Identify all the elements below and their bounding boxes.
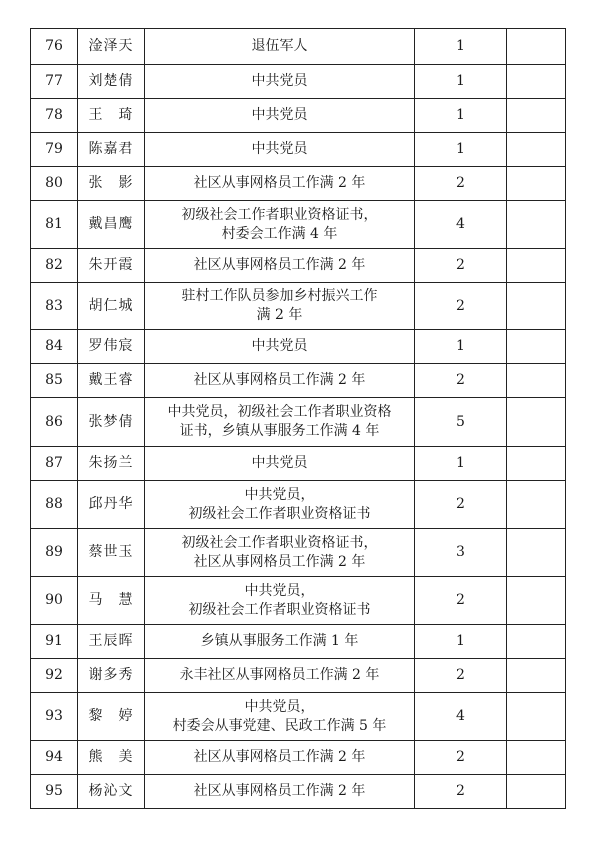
row-number: 83 (31, 283, 78, 330)
row-score: 2 (415, 741, 507, 775)
row-number: 82 (31, 249, 78, 283)
row-name: 马 慧 (78, 577, 145, 625)
row-name: 胡仁城 (78, 283, 145, 330)
row-number: 84 (31, 330, 78, 364)
table-row (31, 29, 566, 65)
table-row (31, 775, 566, 809)
table-row (31, 529, 566, 577)
row-name: 淦泽天 (78, 29, 145, 65)
row-reason: 中共党员 (145, 133, 415, 167)
row-remark (507, 29, 566, 65)
row-name: 罗伟宸 (78, 330, 145, 364)
row-remark (507, 447, 566, 481)
row-number: 94 (31, 741, 78, 775)
row-score: 2 (415, 577, 507, 625)
row-number: 85 (31, 364, 78, 398)
row-remark (507, 775, 566, 809)
row-number: 81 (31, 201, 78, 249)
row-name: 杨沁文 (78, 775, 145, 809)
row-number: 77 (31, 65, 78, 99)
row-score: 2 (415, 283, 507, 330)
table-body (31, 29, 566, 809)
table-row (31, 659, 566, 693)
row-reason: 社区从事网格员工作满 2 年 (145, 775, 415, 809)
row-reason: 中共党员， 初级社会工作者职业资格证书 (145, 481, 415, 529)
row-score: 2 (415, 167, 507, 201)
row-number: 90 (31, 577, 78, 625)
row-number: 95 (31, 775, 78, 809)
row-remark (507, 249, 566, 283)
row-name: 王 琦 (78, 99, 145, 133)
row-remark (507, 201, 566, 249)
row-remark (507, 99, 566, 133)
table-row (31, 249, 566, 283)
row-reason: 初级社会工作者职业资格证书， 村委会工作满 4 年 (145, 201, 415, 249)
row-name: 陈嘉君 (78, 133, 145, 167)
row-name: 张梦倩 (78, 398, 145, 447)
row-score: 1 (415, 625, 507, 659)
row-remark (507, 741, 566, 775)
row-number: 79 (31, 133, 78, 167)
row-reason: 退伍军人 (145, 29, 415, 65)
row-reason: 中共党员，初级社会工作者职业资格 证书，乡镇从事服务工作满 4 年 (145, 398, 415, 447)
row-number: 92 (31, 659, 78, 693)
row-score: 4 (415, 201, 507, 249)
row-score: 2 (415, 659, 507, 693)
row-reason: 中共党员 (145, 447, 415, 481)
row-score: 1 (415, 330, 507, 364)
row-name: 邱丹华 (78, 481, 145, 529)
row-name: 刘楚倩 (78, 65, 145, 99)
row-remark (507, 283, 566, 330)
table-row (31, 330, 566, 364)
table-row (31, 133, 566, 167)
row-name: 戴王睿 (78, 364, 145, 398)
candidate-table (30, 28, 566, 809)
row-number: 76 (31, 29, 78, 65)
row-name: 张 影 (78, 167, 145, 201)
row-reason: 中共党员， 初级社会工作者职业资格证书 (145, 577, 415, 625)
row-remark (507, 167, 566, 201)
table-row (31, 447, 566, 481)
row-score: 1 (415, 447, 507, 481)
table-row (31, 625, 566, 659)
table-row (31, 167, 566, 201)
table-row (31, 65, 566, 99)
table-row (31, 481, 566, 529)
row-score: 1 (415, 29, 507, 65)
row-score: 2 (415, 249, 507, 283)
row-remark (507, 330, 566, 364)
table-row (31, 201, 566, 249)
row-score: 1 (415, 99, 507, 133)
row-number: 89 (31, 529, 78, 577)
row-remark (507, 659, 566, 693)
table-row (31, 99, 566, 133)
row-reason: 社区从事网格员工作满 2 年 (145, 167, 415, 201)
row-reason: 初级社会工作者职业资格证书， 社区从事网格员工作满 2 年 (145, 529, 415, 577)
row-number: 91 (31, 625, 78, 659)
row-remark (507, 398, 566, 447)
row-number: 78 (31, 99, 78, 133)
row-remark (507, 693, 566, 741)
row-name: 蔡世玉 (78, 529, 145, 577)
row-name: 王辰晖 (78, 625, 145, 659)
row-name: 谢多秀 (78, 659, 145, 693)
row-number: 93 (31, 693, 78, 741)
row-reason: 中共党员 (145, 330, 415, 364)
row-remark (507, 577, 566, 625)
row-number: 88 (31, 481, 78, 529)
row-score: 2 (415, 775, 507, 809)
row-name: 戴昌鹰 (78, 201, 145, 249)
row-number: 87 (31, 447, 78, 481)
row-reason: 永丰社区从事网格员工作满 2 年 (145, 659, 415, 693)
row-number: 80 (31, 167, 78, 201)
row-remark (507, 481, 566, 529)
table-row (31, 364, 566, 398)
row-score: 2 (415, 364, 507, 398)
table-row (31, 741, 566, 775)
row-score: 2 (415, 481, 507, 529)
row-reason: 中共党员 (145, 65, 415, 99)
table-row (31, 398, 566, 447)
row-reason: 社区从事网格员工作满 2 年 (145, 741, 415, 775)
row-remark (507, 625, 566, 659)
row-remark (507, 133, 566, 167)
row-reason: 社区从事网格员工作满 2 年 (145, 249, 415, 283)
row-score: 1 (415, 65, 507, 99)
row-number: 86 (31, 398, 78, 447)
row-remark (507, 65, 566, 99)
table-row (31, 283, 566, 330)
row-score: 1 (415, 133, 507, 167)
row-score: 3 (415, 529, 507, 577)
row-name: 黎 婷 (78, 693, 145, 741)
row-reason: 中共党员， 村委会从事党建、民政工作满 5 年 (145, 693, 415, 741)
row-remark (507, 364, 566, 398)
row-score: 4 (415, 693, 507, 741)
table-row (31, 693, 566, 741)
row-name: 朱扬兰 (78, 447, 145, 481)
row-name: 朱开霞 (78, 249, 145, 283)
row-name: 熊 美 (78, 741, 145, 775)
row-reason: 社区从事网格员工作满 2 年 (145, 364, 415, 398)
row-reason: 乡镇从事服务工作满 1 年 (145, 625, 415, 659)
row-score: 5 (415, 398, 507, 447)
row-remark (507, 529, 566, 577)
row-reason: 中共党员 (145, 99, 415, 133)
row-reason: 驻村工作队员参加乡村振兴工作 满 2 年 (145, 283, 415, 330)
table-row (31, 577, 566, 625)
